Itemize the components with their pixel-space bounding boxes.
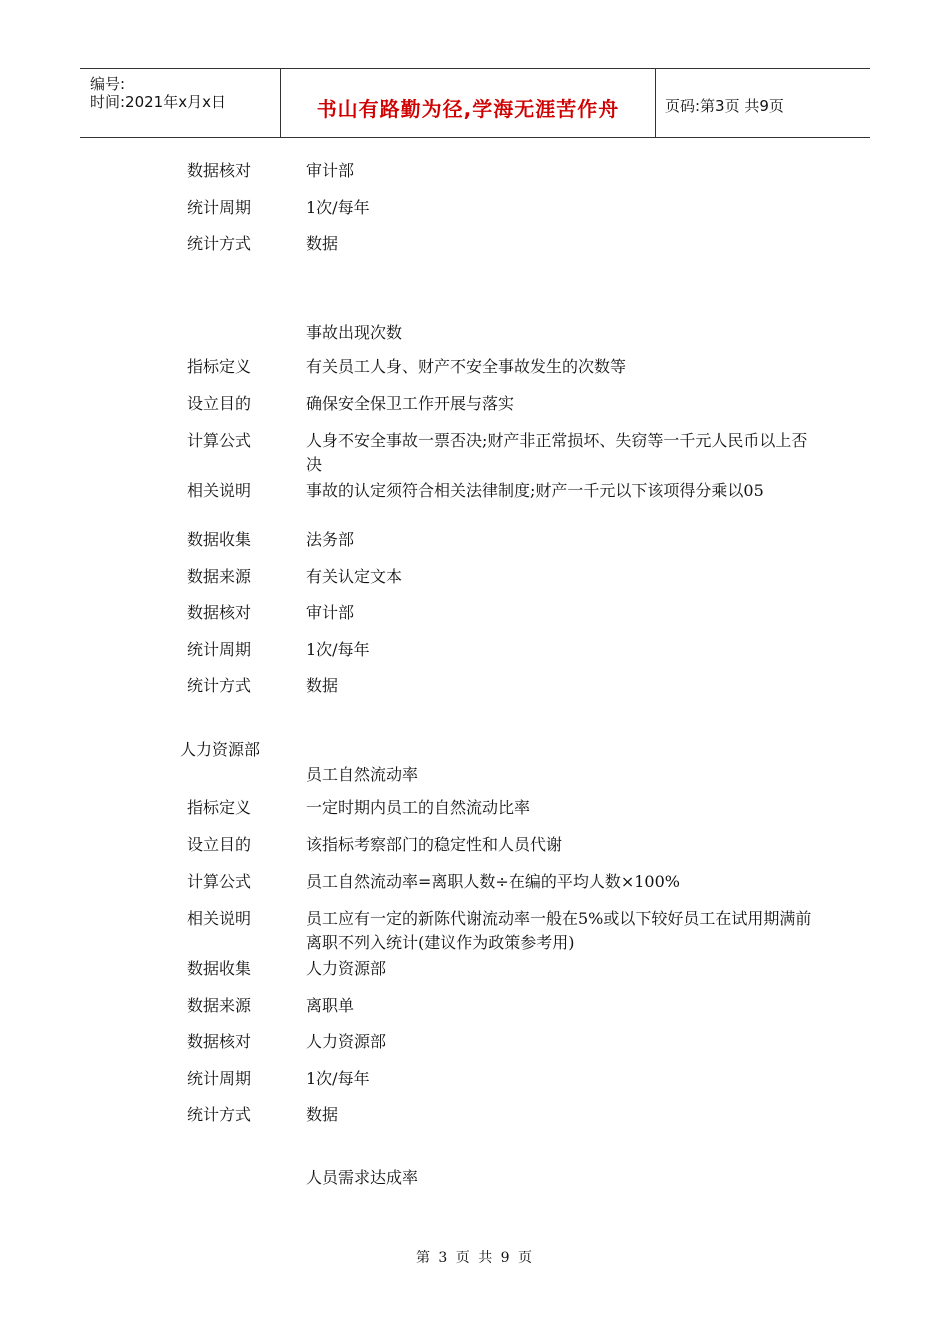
field-label: 统计周期: [187, 640, 252, 659]
indicator-title: 人员需求达成率: [306, 1168, 419, 1187]
field-label: 计算公式: [187, 431, 252, 450]
field-value: 事故的认定须符合相关法律制度;财产一千元以下该项得分乘以05: [306, 481, 764, 500]
field-value: 一定时期内员工的自然流动比率: [306, 798, 531, 817]
field-label: 统计方式: [187, 234, 252, 253]
field-label: 设立目的: [187, 394, 252, 413]
field-value: 1次/每年: [306, 198, 370, 217]
field-label: 相关说明: [187, 909, 252, 928]
field-value: 人力资源部: [306, 959, 387, 978]
field-value: 审计部: [306, 161, 355, 180]
field-value: 数据: [306, 234, 339, 253]
section-heading: 人力资源部: [180, 740, 261, 759]
indicator-title: 员工自然流动率: [306, 765, 419, 784]
field-value: 有关员工人身、财产不安全事故发生的次数等: [306, 357, 627, 376]
field-value: 审计部: [306, 603, 355, 622]
field-label: 统计方式: [187, 1105, 252, 1124]
field-label: 数据核对: [187, 1032, 252, 1051]
field-value: 人身不安全事故一票否决;财产非正常损坏、失窃等一千元人民币以上否决: [306, 431, 808, 474]
field-value: 法务部: [306, 530, 355, 549]
field-label: 指标定义: [187, 798, 252, 817]
field-label: 数据收集: [187, 959, 252, 978]
header-meta: [80, 69, 280, 137]
field-label: 统计周期: [187, 1069, 252, 1088]
field-label: 数据来源: [187, 996, 252, 1015]
field-label: 设立目的: [187, 835, 252, 854]
field-value: 确保安全保卫工作开展与落实: [306, 394, 515, 413]
field-value: 员工自然流动率=离职人数÷在编的平均人数×100%: [306, 872, 680, 891]
doc-number-label: 编号:: [90, 75, 126, 93]
header-page-cell: [655, 69, 870, 137]
header-motto: 书山有路勤为径,学海无涯苦作舟: [316, 97, 620, 121]
page-footer: 第 3 页 共 9 页: [415, 1250, 535, 1266]
field-label: 相关说明: [187, 481, 252, 500]
field-label: 计算公式: [187, 872, 252, 891]
page-header: [80, 68, 870, 138]
field-value: 数据: [306, 676, 339, 695]
field-label: 数据来源: [187, 567, 252, 586]
field-value: 有关认定文本: [306, 567, 403, 586]
field-value: 离职单: [306, 996, 355, 1015]
field-label: 数据收集: [187, 530, 252, 549]
field-value: 数据: [306, 1105, 339, 1124]
field-label: 数据核对: [187, 603, 252, 622]
header-motto-cell: [280, 69, 656, 137]
field-label: 统计周期: [187, 198, 252, 217]
header-page-info: 页码:第3页 共9页: [665, 97, 784, 115]
field-value: 员工应有一定的新陈代谢流动率一般在5%或以下较好员工在试用期满前离职不列入统计(建议作为政策参考用): [306, 909, 812, 952]
field-value: 1次/每年: [306, 640, 370, 659]
field-value: 该指标考察部门的稳定性和人员代谢: [306, 835, 563, 854]
field-value: 1次/每年: [306, 1069, 370, 1088]
field-label: 指标定义: [187, 357, 252, 376]
field-value: 人力资源部: [306, 1032, 387, 1051]
indicator-title: 事故出现次数: [306, 323, 403, 342]
field-label: 数据核对: [187, 161, 252, 180]
doc-date-label: 时间:2021年x月x日: [90, 93, 226, 111]
field-label: 统计方式: [187, 676, 252, 695]
